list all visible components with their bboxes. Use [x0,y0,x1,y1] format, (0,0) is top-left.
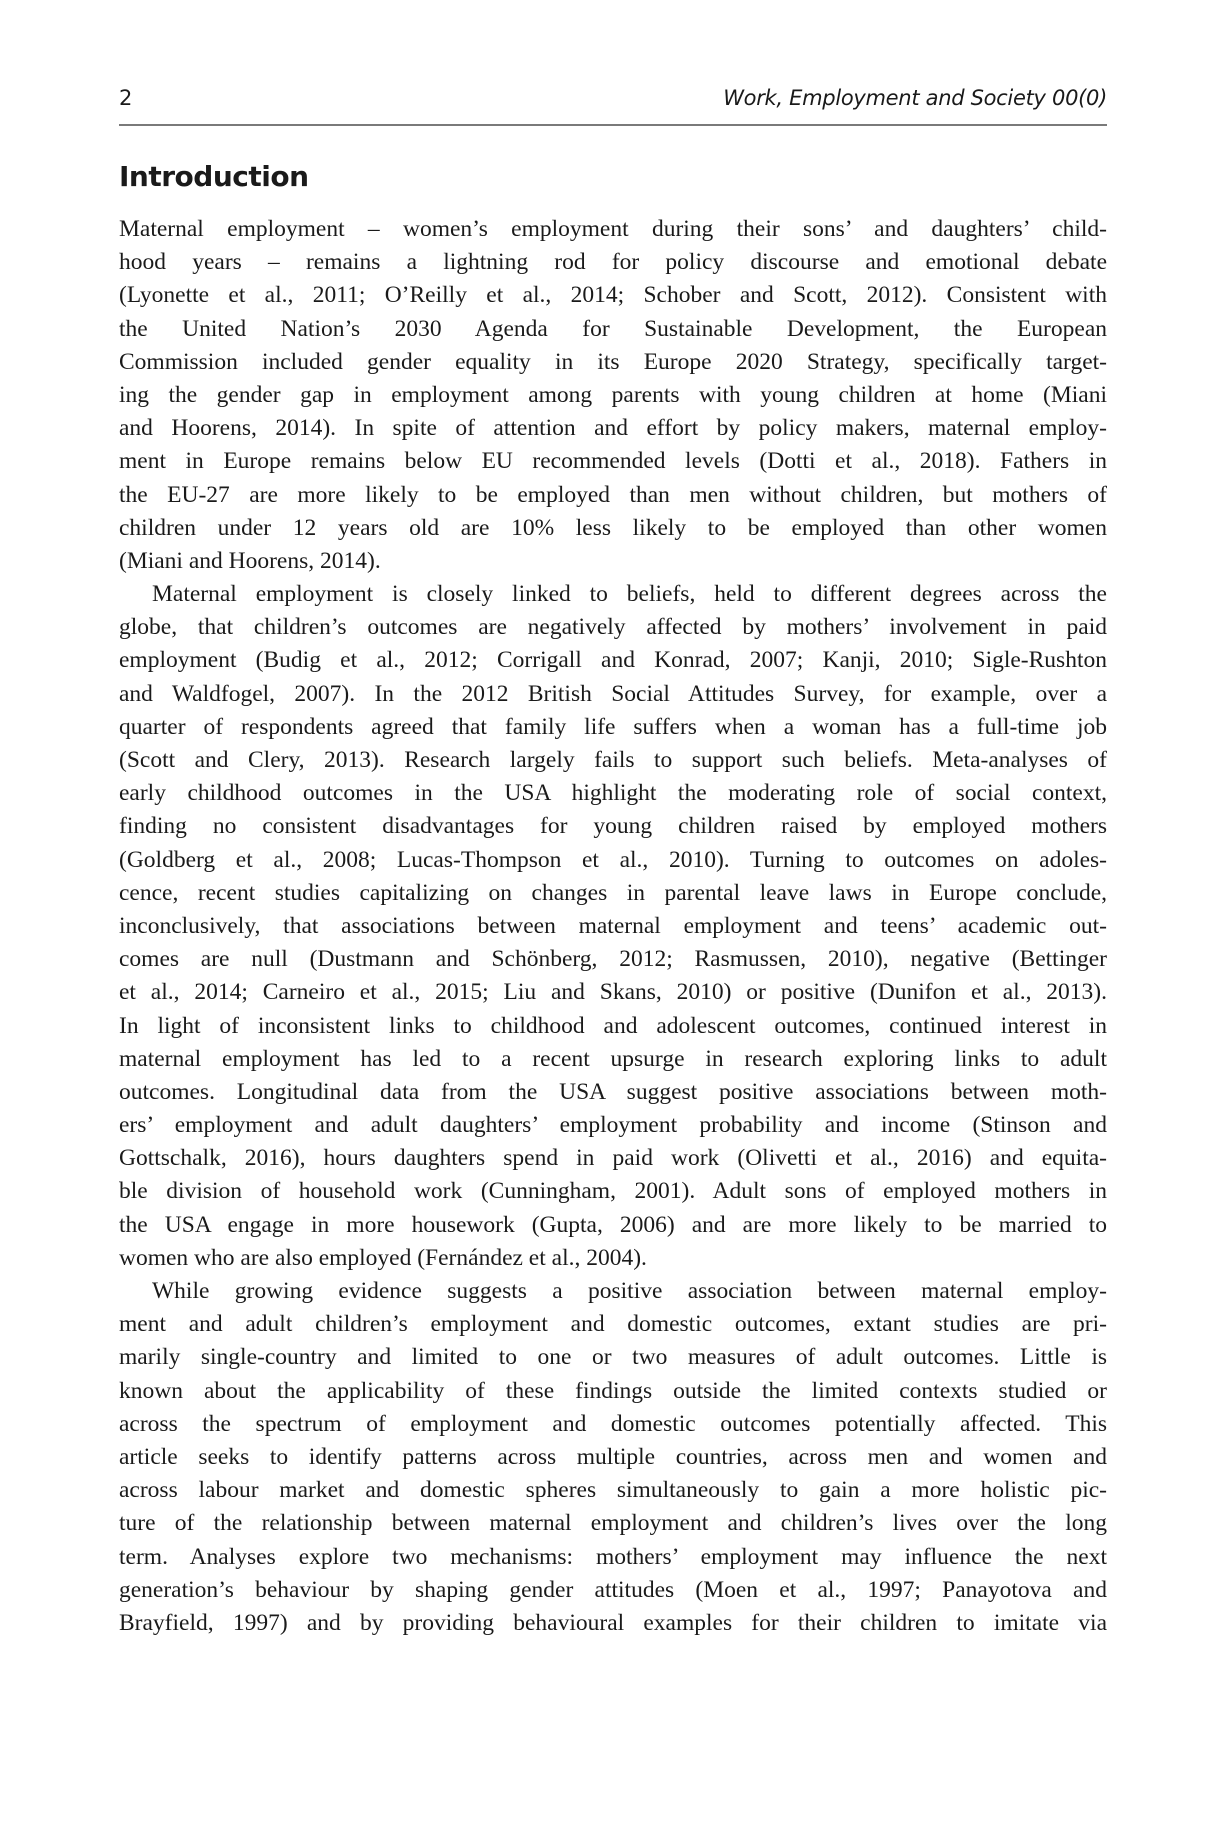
text-line: globe, that children’s outcomes are negatively affected by mothers’ involvement in paid [119,614,1107,641]
text-line: cence, recent studies capitalizing on changes in parental leave laws in Europe conclude, [119,879,1107,906]
text-line: comes are null (Dustmann and Schönberg, 2012; Rasmussen, 2010), negative (Bettinger [119,946,1107,973]
text-line: maternal employment has led to a recent upsurge in research exploring links to adult [119,1045,1107,1072]
section-title: Introduction [119,160,309,193]
text-line: employment (Budig et al., 2012; Corrigall and Konrad, 2007; Kanji, 2010; Sigle-Rushton [119,647,1107,674]
text-line: Gottschalk, 2016), hours daughters spend in paid work (Olivetti et al., 2016) and equita- [119,1145,1107,1172]
text-line: ing the gender gap in employment among parents with young children at home (Miani [119,381,1107,408]
text-line: Maternal employment – women’s employment during their sons’ and daughters’ child- [119,216,1107,242]
text-line: quarter of respondents agreed that family life suffers when a woman has a full-time job [119,713,1107,740]
text-line: and Hoorens, 2014). In spite of attention and effort by policy makers, maternal employ- [119,415,1107,442]
text-line: (Lyonette et al., 2011; O’Reilly et al., 2014; Schober and Scott, 2012). Consistent with [119,282,1107,309]
text-line: the EU-27 are more likely to be employed than men without children, but mothers of [119,481,1107,508]
text-line: ble division of household work (Cunningham, 2001). Adult sons of employed mothers in [119,1178,1107,1205]
text-line: ment and adult children’s employment and domestic outcomes, extant studies are pri- [119,1311,1107,1338]
header-rule [119,124,1107,126]
text-line: women who are also employed (Fernández et al., 2004). [119,1244,647,1271]
text-line: early childhood outcomes in the USA highlight the moderating role of social context, [119,780,1107,807]
paragraph [119,213,1107,578]
text-line: term. Analyses explore two mechanisms: mothers’ employment may influence the next [119,1543,1107,1570]
paragraph [119,1275,1107,1640]
text-line: In light of inconsistent links to childhood and adolescent outcomes, continued interest in [119,1012,1107,1039]
text-line: the USA engage in more housework (Gupta, 2006) and are more likely to be married to [119,1211,1107,1238]
text-line: marily single-country and limited to one or two measures of adult outcomes. Little is [119,1344,1107,1371]
text-line: across labour market and domestic spheres simultaneously to gain a more holistic pic- [119,1477,1107,1504]
page-number: 2 [119,86,133,110]
text-line: the United Nation’s 2030 Agenda for Sustainable Development, the European [119,315,1107,342]
text-line: ers’ employment and adult daughters’ employment probability and income (Stinson and [119,1112,1107,1139]
text-line: ture of the relationship between maternal employment and children’s lives over the long [119,1510,1107,1537]
text-line: article seeks to identify patterns across multiple countries, across men and women and [119,1443,1107,1470]
text-line: generation’s behaviour by shaping gender attitudes (Moen et al., 1997; Panayotova and [119,1576,1107,1603]
text-line: children under 12 years old are 10% less likely to be employed than other women [119,514,1107,541]
text-line: and Waldfogel, 2007). In the 2012 British Social Attitudes Survey, for example, over a [119,680,1107,707]
text-line: Brayfield, 1997) and by providing behavioural examples for their children to imitate via [119,1609,1107,1636]
text-line: finding no consistent disadvantages for young children raised by employed mothers [119,813,1107,840]
paragraph [119,578,1107,1275]
body-text [119,213,1107,1640]
text-line: (Miani and Hoorens, 2014). [119,547,381,574]
text-line: et al., 2014; Carneiro et al., 2015; Liu and Skans, 2010) or positive (Dunifon et al., 2013). [119,979,1107,1006]
text-line: Maternal employment is closely linked to beliefs, held to different degrees across the [152,581,1107,608]
text-line: ment in Europe remains below EU recommended levels (Dotti et al., 2018). Fathers in [119,448,1107,475]
text-line: inconclusively, that associations between maternal employment and teens’ academic out- [119,912,1107,939]
text-line: While growing evidence suggests a positive association between maternal employ- [152,1278,1107,1304]
text-line: known about the applicability of these findings outside the limited contexts studied or [119,1377,1107,1404]
running-header [119,86,1107,122]
text-line: Commission included gender equality in its Europe 2020 Strategy, specifically target- [119,348,1107,375]
text-line: hood years – remains a lightning rod for policy discourse and emotional debate [119,249,1107,276]
text-line: (Goldberg et al., 2008; Lucas-Thompson et al., 2010). Turning to outcomes on adoles- [119,846,1107,873]
journal-title: Work, Employment and Society 00(0) [723,86,1107,110]
text-line: outcomes. Longitudinal data from the USA suggest positive associations between moth- [119,1078,1107,1105]
text-line: (Scott and Clery, 2013). Research largely fails to support such beliefs. Meta-analyses of [119,747,1107,773]
text-line: across the spectrum of employment and domestic outcomes potentially affected. This [119,1410,1107,1437]
